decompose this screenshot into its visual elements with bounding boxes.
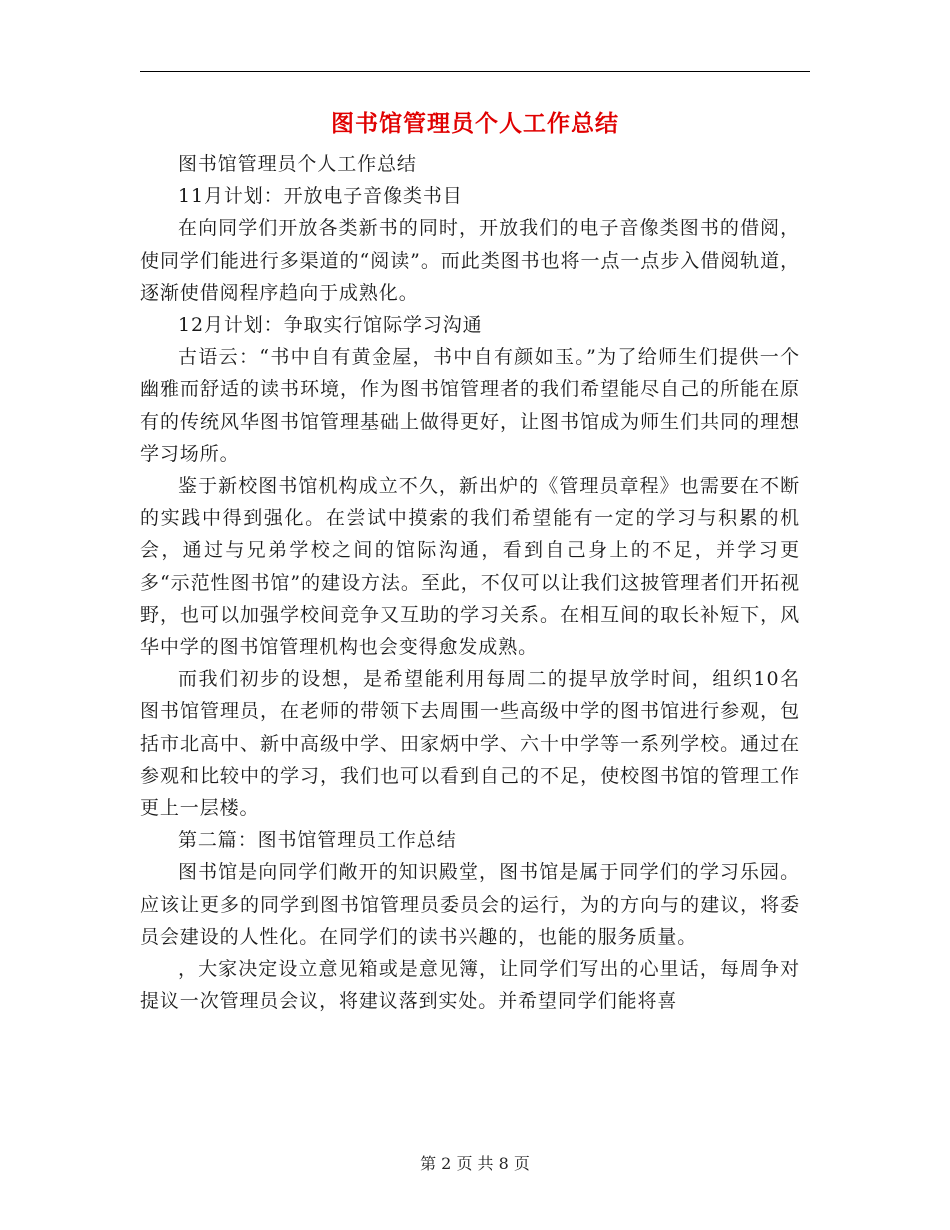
- document-body: [140, 148, 800, 1017]
- footer-suffix: 页: [513, 1154, 530, 1173]
- paragraph-suggestion-box: ，大家决定设立意见箱或是意见簿，让同学们写出的心里话，每周争对提议一次管理员会议，将建议落到实处。并希望同学们能将喜: [140, 958, 800, 1013]
- footer-middle: 页 共: [456, 1154, 494, 1173]
- footer-page-number: 2: [441, 1154, 452, 1173]
- paragraph-visit-plan: 而我们初步的设想，是希望能利用每周二的提早放学时间，组织10名图书馆管理员，在老师的带领下去周围一些高级中学的图书馆进行参观，包括市北高中、新中高级中学、田家炳中学、六十中学等一系列学校。通过在参观和比较中的学习，我们也可以看到自己的不足，使校图书馆的管理工作更上一层楼。: [140, 668, 800, 820]
- paragraph-december-plan-heading: 12月计划：争取实行馆际学习沟通: [178, 314, 483, 337]
- footer-total-pages: 8: [498, 1154, 509, 1173]
- header-rule: [140, 71, 810, 72]
- document-title: 图书馆管理员个人工作总结: [331, 110, 619, 137]
- paragraph-quote: 古语云：“书中自有黄金屋，书中自有颜如玉。”为了给师生们提供一个幽雅而舒适的读书环境，作为图书馆管理者的我们希望能尽自己的所能在原有的传统风华图书馆管理基础上做得更好，让图书馆成为师生们共同的理想学习场所。: [140, 346, 800, 465]
- paragraph-subtitle: 图书馆管理员个人工作总结: [178, 153, 417, 175]
- paragraph-library-garden: 图书馆是向同学们敞开的知识殿堂，图书馆是属于同学们的学习乐园。应该让更多的同学到图书馆管理员委员会的运行，为的方向与的建议，将委员会建设的人性化。在同学们的读书兴趣的，也能的服务质量。: [140, 861, 800, 948]
- paragraph-november-plan-heading: 11月计划：开放电子音像类书目: [178, 185, 463, 208]
- paragraph-part-two-heading: 第二篇：图书馆管理员工作总结: [178, 829, 457, 852]
- footer-prefix: 第: [420, 1154, 437, 1173]
- paragraph-exchange: 鉴于新校图书馆机构成立不久，新出炉的《管理员章程》也需要在不断的实践中得到强化。在尝试中摸索的我们希望能有一定的学习与积累的机会，通过与兄弟学校之间的馆际沟通，看到自己身上的不足，并学习更多“示范性图书馆”的建设方法。至此，不仅可以让我们这披管理者们开拓视野，也可以加强学校间竞争又互助的学习关系。在相互间的取长补短下，风华中学的图书馆管理机构也会变得愈发成熟。: [140, 475, 800, 659]
- page-footer: [0, 1152, 950, 1176]
- paragraph-november-plan: 在向同学们开放各类新书的同时，开放我们的电子音像类图书的借阅，使同学们能进行多渠道的“阅读”。而此类图书也将一点一点步入借阅轨道，逐渐使借阅程序趋向于成熟化。: [140, 217, 800, 304]
